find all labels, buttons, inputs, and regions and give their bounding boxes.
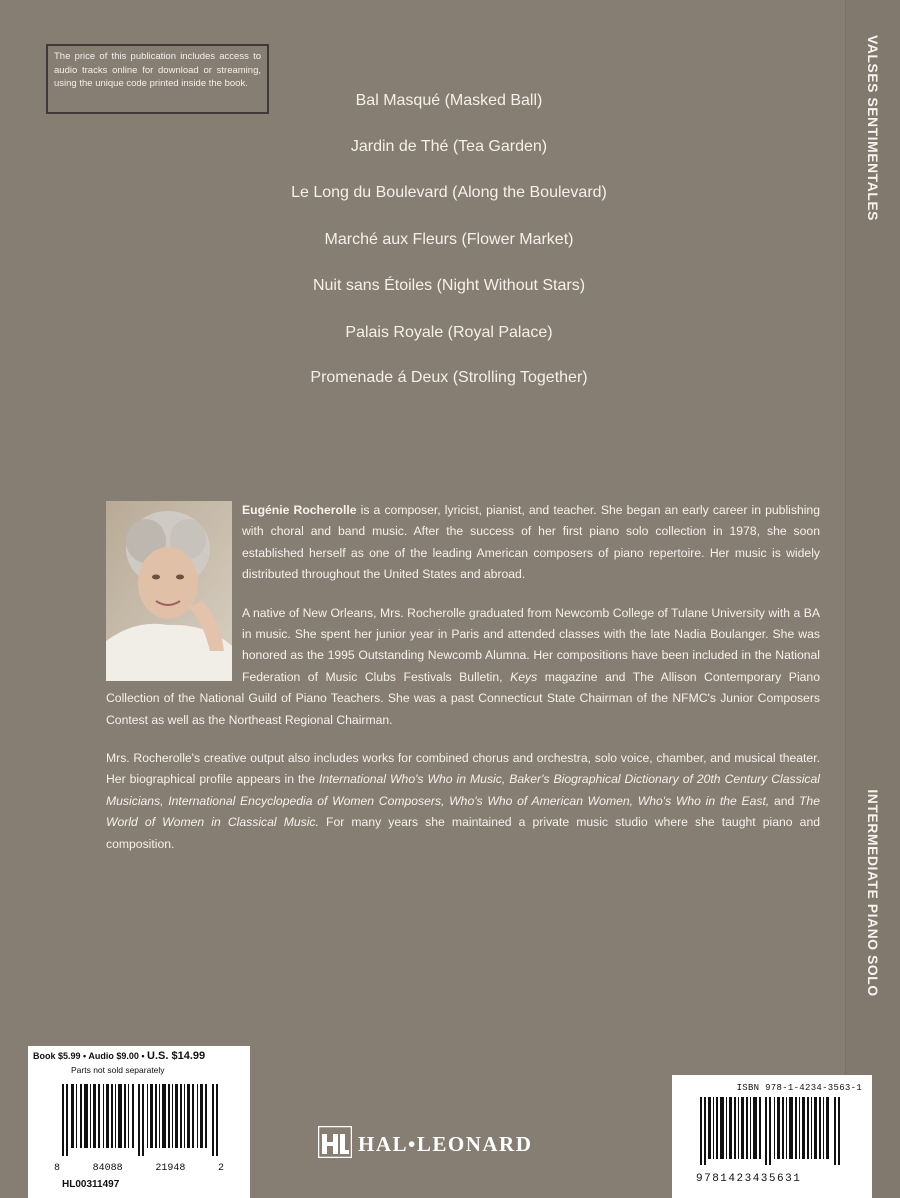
spine [845,0,900,1198]
composer-biography [106,500,820,872]
price-line: Book $5.99 • Audio $9.00 • U.S. $14.99 [33,1050,206,1062]
spine-series: INTERMEDIATE PIANO SOLO [865,789,881,997]
isbn-label: ISBN 978-1-4234-3563-1 [736,1083,862,1093]
piece-title: Marché aux Fleurs (Flower Market) [324,231,574,248]
isbn-panel [672,1075,872,1198]
piece-title: Le Long du Boulevard (Along the Boulevard) [291,184,607,201]
bio-paragraph: A native of New Orleans, Mrs. Rocherolle graduated from Newcomb College of Tulane University with a BA in music. She spent her junior year in Paris and attended classes with the late Nadia Boulanger. She was honored as the 1995 Outstanding Newcomb Alumna. Her compositions have been included in the National Federation of Music Clubs Festivals Bulletin, Keys magazine and The Allison Contemporary Piano Collection of the National Guild of Piano Teachers. She was a past Connecticut State Chairman of the NFMC's Junior Composers Contest as well as the Northeast Regional Chairman. [106,605,820,727]
spine-title: VALSES SENTIMENTALES [865,34,881,222]
publisher-emblem-icon [318,1126,352,1158]
audio-access-notice: The price of this publication includes access to audio tracks online for download or streaming, using the unique code printed inside the book. [46,44,269,114]
parts-note: Parts not sold separately [71,1065,165,1075]
upc-barcode [62,1084,218,1156]
price-panel [28,1046,250,1198]
publisher-logo [318,1124,598,1164]
upc-digits: 8 84088 21948 2 [54,1163,224,1174]
bio-paragraph: Eugénie Rocherolle is a composer, lyricist, pianist, and teacher. She began an early career in publishing with choral and band music. After the success of her first piano solo collection in 1978, she soon established herself as one of the leading American composers of piano repertoire. Her music is widely distributed throughout the United States and abroad. [242,503,820,582]
item-code: HL00311497 [62,1179,120,1190]
piece-title: Bal Masqué (Masked Ball) [355,92,543,109]
isbn-barcode [700,1097,840,1165]
bio-paragraph: Mrs. Rocherolle's creative output also includes works for combined chorus and orchestra, solo voice, chamber, and musical theater. Her biographical profile appears in the International Who's Who in Music, Baker's Biographical Dictionary of 20th Century Classical Musicians, International Encyclopedia of Women Composers, Who's Who of American Women, Who's Who in the East, and The World of Women in Classical Music. For many years she maintained a private music studio where she taught piano and composition. [106,751,820,851]
piece-title: Jardin de Thé (Tea Garden) [350,138,548,155]
composer-name: Eugénie Rocherolle [242,503,357,517]
piece-title: Promenade á Deux (Strolling Together) [310,369,588,386]
piece-title: Palais Royale (Royal Palace) [345,324,553,341]
piece-title: Nuit sans Étoiles (Night Without Stars) [312,277,586,294]
publisher-name: HAL•LEONARD [358,1132,533,1156]
isbn-digits: 9781423435631 [696,1173,802,1185]
